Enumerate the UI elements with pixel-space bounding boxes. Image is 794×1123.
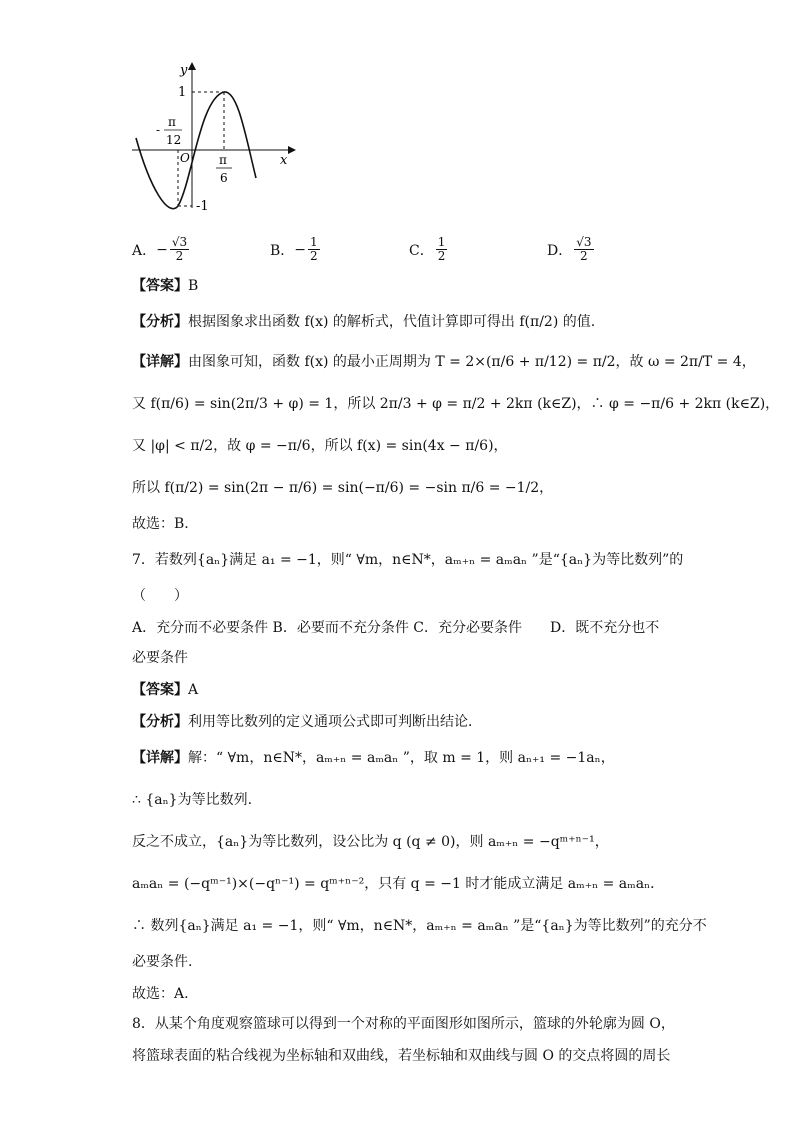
q6-conclusion: 故选：B. <box>132 516 189 532</box>
option-c-num: 1 <box>437 235 446 249</box>
q7-detail-1 <box>132 748 615 768</box>
option-a-sign: − <box>156 241 168 258</box>
left-frac-sign: - <box>156 123 161 137</box>
q7-options-1: A．充分而不必要条件 B．必要而不充分条件 C．充分必要条件 D．既不充分也不 <box>132 620 660 636</box>
y-axis-label: y <box>180 63 188 78</box>
q6-answer <box>132 276 198 296</box>
x-axis-label: x <box>280 153 288 168</box>
q7-options-2: 必要条件 <box>132 650 188 666</box>
option-b-sign: − <box>294 241 307 258</box>
q7-stem-2: （ ） <box>132 588 188 604</box>
q6-analysis <box>132 312 595 332</box>
q8-stem-2: 将篮球表面的粘合线视为坐标轴和双曲线，若坐标轴和双曲线与圆 O 的交点将圆的周长 <box>132 1048 671 1064</box>
q6-detail-2: 又 f(π/6) = sin(2π/3 + φ) = 1，所以 2π/3 + φ = π/2 + 2kπ (k∈Z)，∴ φ = −π/6 + 2kπ (k∈Z)， <box>132 396 780 412</box>
y-max-label: 1 <box>178 85 187 100</box>
q7-answer <box>132 680 198 700</box>
q7-analysis-text: 利用等比数列的定义通项公式即可判断出结论． <box>188 714 482 730</box>
q7-detail-tag: 【详解】 <box>132 750 188 766</box>
q7-answer-tag: 【答案】 <box>132 682 188 698</box>
q6-detail-3: 又 |φ| < π/2，故 φ = −π/6，所以 f(x) = sin(4x − π/6)， <box>132 438 508 454</box>
q7-answer-value: A <box>188 682 199 698</box>
option-d-num: √3 <box>576 235 592 249</box>
left-frac-den: 12 <box>166 133 182 147</box>
y-min-label: -1 <box>196 199 209 214</box>
q7-detail-2: ∴ {aₙ}为等比数列. <box>132 792 253 808</box>
q7-detail-6: 必要条件. <box>132 954 193 970</box>
left-frac-num: π <box>168 115 176 129</box>
q7-analysis <box>132 712 482 732</box>
sine-graph <box>128 58 298 218</box>
q6-detail-tag: 【详解】 <box>132 354 188 370</box>
option-b-letter: B． <box>270 242 295 259</box>
right-frac-den: 6 <box>220 171 228 185</box>
option-a <box>132 236 191 263</box>
option-b <box>270 236 322 263</box>
right-frac-num: π <box>219 153 227 167</box>
q7-stem-1: 7．若数列{aₙ}满足 a₁ = −1，则“ ∀m，n∈N*，aₘ₊ₙ = aₘaₙ ”是“{aₙ}为等比数列”的 <box>132 552 684 568</box>
option-a-den: 2 <box>175 249 184 263</box>
option-d <box>547 236 596 263</box>
q7-detail-4: aₘaₙ = (−qᵐ⁻¹)×(−qⁿ⁻¹) = qᵐ⁺ⁿ⁻²，只有 q = −1 时才能成立满足 aₘ₊ₙ = aₘaₙ． <box>132 876 665 892</box>
q6-analysis-tag: 【分析】 <box>132 314 188 330</box>
option-d-letter: D． <box>547 242 573 259</box>
q6-answer-tag: 【答案】 <box>132 278 188 294</box>
q7-detail-5: ∴ 数列{aₙ}满足 a₁ = −1，则“ ∀m，n∈N*，aₘ₊ₙ = aₘaₙ ”是“{aₙ}为等比数列”的充分不 <box>132 918 707 934</box>
option-b-num: 1 <box>310 235 318 249</box>
option-c-letter: C． <box>409 242 434 259</box>
q6-detail-1 <box>132 352 756 372</box>
option-a-letter: A． <box>132 242 157 259</box>
option-b-den: 2 <box>310 249 318 263</box>
q6-analysis-text: 根据图象求出函数 f(x) 的解析式，代值计算即可得出 f(π/2) 的值. <box>188 314 596 330</box>
option-c-den: 2 <box>437 249 446 263</box>
q6-detail-4: 所以 f(π/2) = sin(2π − π/6) = sin(−π/6) = −sin π/6 = −1/2， <box>132 480 554 496</box>
q6-detail-1-text: 由图象可知，函数 f(x) 的最小正周期为 T = 2×(π/6 + π/12) = π/2，故 ω = 2π/T = 4， <box>188 354 756 370</box>
q7-conclusion: 故选：A. <box>132 986 189 1002</box>
option-a-num: √3 <box>171 235 188 249</box>
q8-stem-1: 8．从某个角度观察篮球可以得到一个对称的平面图形如图所示，篮球的外轮廓为圆 O， <box>132 1016 675 1032</box>
q7-analysis-tag: 【分析】 <box>132 714 188 730</box>
q7-detail-1-text: 解：“ ∀m，n∈N*，aₘ₊ₙ = aₘaₙ ”，取 m = 1，则 aₙ₊₁ = −1aₙ， <box>188 750 615 766</box>
q6-answer-value: B <box>188 278 199 294</box>
origin-label: O <box>180 151 190 165</box>
option-c <box>409 236 449 263</box>
q7-detail-3: 反之不成立，{aₙ}为等比数列，设公比为 q (q ≠ 0)，则 aₘ₊ₙ = −qᵐ⁺ⁿ⁻¹， <box>132 834 609 850</box>
option-d-den: 2 <box>580 249 588 263</box>
